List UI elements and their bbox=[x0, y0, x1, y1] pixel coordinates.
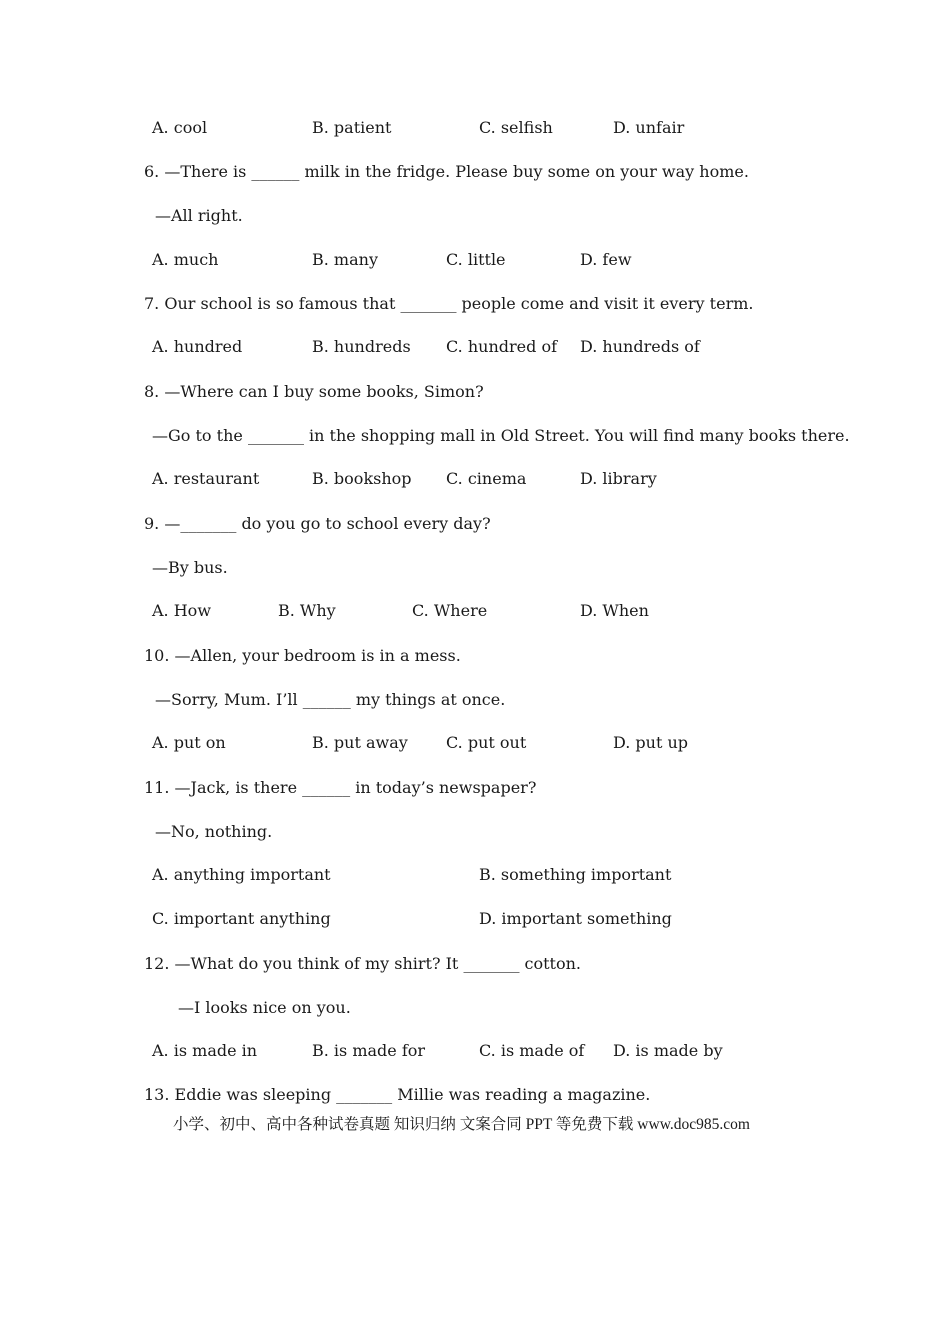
q8-stem: 8. —Where can I buy some books, Simon? bbox=[144, 382, 484, 401]
q12-reply: —I looks nice on you. bbox=[178, 998, 351, 1017]
q9-option-d: D. When bbox=[580, 601, 649, 620]
q11-reply: —No, nothing. bbox=[155, 822, 273, 841]
q10-option-d: D. put up bbox=[613, 733, 689, 752]
q10-stem: 10. —Allen, your bedroom is in a mess. bbox=[144, 646, 461, 665]
q10-option-b: B. put away bbox=[312, 733, 408, 752]
q8-option-a: A. restaurant bbox=[152, 469, 260, 488]
q10-option-c: C. put out bbox=[446, 733, 527, 752]
q8-option-b: B. bookshop bbox=[312, 469, 412, 488]
q13-stem: 13. Eddie was sleeping _______ Millie was reading a magazine. bbox=[144, 1085, 651, 1104]
q5-option-a: A. cool bbox=[152, 118, 208, 137]
q6-option-a: A. much bbox=[152, 250, 219, 269]
q8-option-d: D. library bbox=[580, 469, 657, 488]
q10-option-a: A. put on bbox=[152, 733, 226, 752]
q10-reply: —Sorry, Mum. I’ll ______ my things at once. bbox=[155, 690, 506, 709]
q6-stem: 6. —There is ______ milk in the fridge. Please buy some on your way home. bbox=[144, 162, 749, 181]
q9-reply: —By bus. bbox=[152, 558, 228, 577]
q5-option-d: D. unfair bbox=[613, 118, 685, 137]
q8-option-c: C. cinema bbox=[446, 469, 527, 488]
q7-option-a: A. hundred bbox=[152, 337, 243, 356]
q11-option-c: C. important anything bbox=[152, 909, 331, 928]
q12-option-a: A. is made in bbox=[152, 1041, 258, 1060]
q9-option-b: B. Why bbox=[278, 601, 336, 620]
q7-option-c: C. hundred of bbox=[446, 337, 557, 356]
q9-option-a: A. How bbox=[152, 601, 212, 620]
q7-option-d: D. hundreds of bbox=[580, 337, 700, 356]
page-footer: 小学、初中、高中各种试卷真题 知识归纳 文案合同 PPT 等免费下载 www.doc985.com bbox=[173, 1116, 750, 1133]
q11-option-a: A. anything important bbox=[152, 865, 331, 884]
q12-option-b: B. is made for bbox=[312, 1041, 426, 1060]
q6-reply: —All right. bbox=[155, 206, 243, 225]
q11-option-d: D. important something bbox=[479, 909, 672, 928]
q8-reply: —Go to the _______ in the shopping mall in Old Street. You will find many books there. bbox=[152, 426, 850, 445]
q12-option-c: C. is made of bbox=[479, 1041, 585, 1060]
q6-option-d: D. few bbox=[580, 250, 632, 269]
q7-stem: 7. Our school is so famous that _______ people come and visit it every term. bbox=[144, 294, 754, 313]
q9-stem: 9. —_______ do you go to school every day? bbox=[144, 514, 491, 533]
q5-option-c: C. selfish bbox=[479, 118, 553, 137]
q9-option-c: C. Where bbox=[412, 601, 488, 620]
q11-option-b: B. something important bbox=[479, 865, 672, 884]
q7-option-b: B. hundreds bbox=[312, 337, 411, 356]
q12-stem: 12. —What do you think of my shirt? It _______ cotton. bbox=[144, 954, 582, 973]
q6-option-b: B. many bbox=[312, 250, 378, 269]
q6-option-c: C. little bbox=[446, 250, 506, 269]
q5-option-b: B. patient bbox=[312, 118, 392, 137]
q12-option-d: D. is made by bbox=[613, 1041, 723, 1060]
q11-stem: 11. —Jack, is there ______ in today’s newspaper? bbox=[144, 778, 537, 797]
